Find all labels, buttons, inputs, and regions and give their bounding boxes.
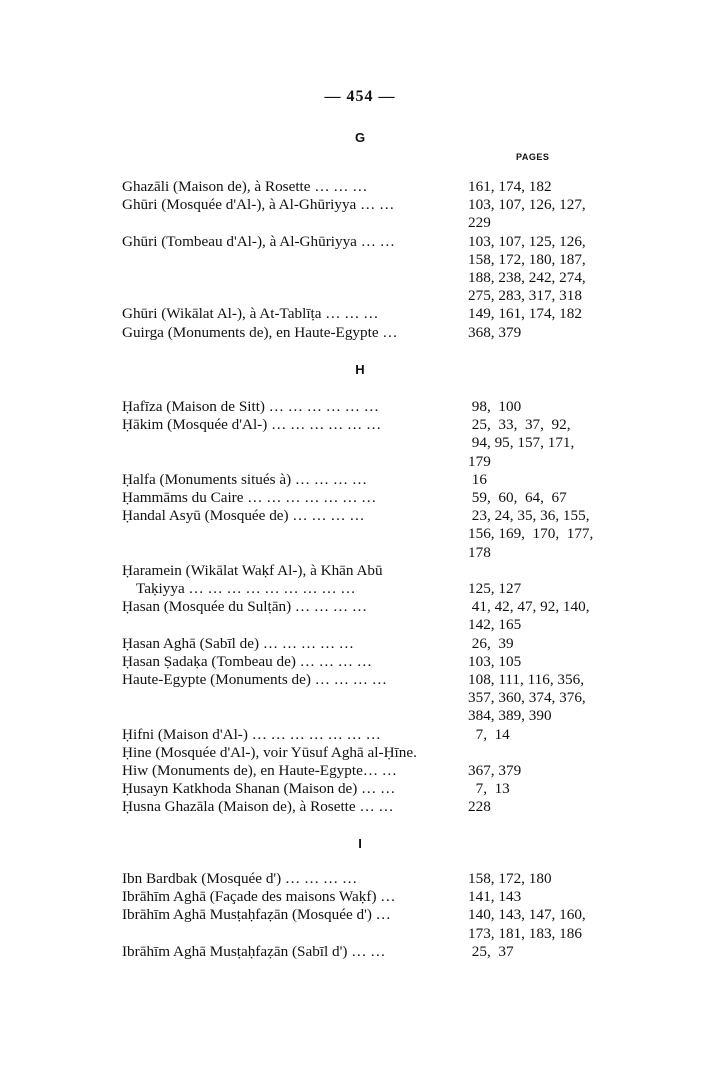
- index-entry-row: [122, 707, 612, 725]
- index-entry-text: Ḥusayn Katkhoda Shanan (Maison de) … …: [122, 780, 396, 798]
- index-entry-pages: 7, 13: [468, 780, 510, 798]
- index-entry-text: [122, 269, 468, 287]
- index-entry-row: [122, 324, 612, 342]
- index-entry-pages: 41, 42, 47, 92, 140,: [468, 598, 590, 616]
- index-entry-row: [122, 562, 612, 580]
- index-entry-text: Ibrāhīm Aghā Musṭaḥfaẓān (Mosquée d') …: [122, 906, 391, 924]
- index-entry-pages: 16: [468, 470, 487, 488]
- index-entry-pages: 188, 238, 242, 274,: [468, 269, 586, 287]
- index-entry-text: [122, 214, 468, 232]
- index-entry-row: [122, 453, 612, 471]
- index-entry-pages: 94, 95, 157, 171,: [468, 434, 575, 452]
- index-entry-pages: 156, 169, 170, 177,: [468, 525, 594, 543]
- index-entry-row: [122, 305, 612, 323]
- index-section-g: [122, 178, 612, 342]
- index-entry-pages: 125, 127: [468, 580, 522, 598]
- index-entry-pages: 158, 172, 180: [468, 870, 552, 887]
- index-entry-text: Ibrāhīm Aghā Musṭaḥfaẓān (Sabīl d') … …: [122, 942, 386, 960]
- index-entry-text: Ḥaramein (Wikālat Waḳf Al-), à Khān Abū: [122, 561, 383, 579]
- index-entry-text: [122, 525, 468, 543]
- index-entry-text: Ghūri (Tombeau d'Al-), à Al-Ghūriyya … …: [122, 232, 395, 250]
- index-entry-text: [122, 251, 468, 269]
- index-entry-row: [122, 434, 612, 452]
- index-entry-text: Ḥandal Asyū (Mosquée de) … … … …: [122, 507, 365, 525]
- index-entry-text: Ḥammāms du Caire … … … … … … …: [122, 489, 377, 507]
- index-entry-text: [122, 616, 468, 634]
- index-entry-row: [122, 196, 612, 214]
- index-entry-row: [122, 489, 612, 507]
- index-entry-row: [122, 943, 612, 961]
- index-entry-pages: 368, 379: [468, 323, 522, 341]
- index-entry-row: [122, 507, 612, 525]
- index-entry-row: [122, 398, 612, 416]
- index-entry-pages: 384, 389, 390: [468, 707, 552, 725]
- index-entry-pages: 25, 33, 37, 92,: [468, 416, 571, 434]
- index-entry-pages: 103, 107, 125, 126,: [468, 232, 586, 250]
- section-letter-i: I: [358, 836, 362, 851]
- index-entry-pages: 158, 172, 180, 187,: [468, 250, 586, 268]
- index-entry-pages: 357, 360, 374, 376,: [468, 689, 586, 707]
- index-entry-row: [122, 598, 612, 616]
- index-entry-text: [122, 544, 468, 562]
- index-entry-text: Ḥasan Ṣadaḳa (Tombeau de) … … … …: [122, 652, 372, 670]
- index-entry-text: Ghūri (Mosquée d'Al-), à Al-Ghūriyya … …: [122, 196, 395, 214]
- index-entry-text: Ḥalfa (Monuments situés à) … … … …: [122, 470, 368, 488]
- index-entry-pages: 103, 107, 126, 127,: [468, 196, 586, 214]
- index-entry-pages: 140, 143, 147, 160,: [468, 906, 586, 924]
- pages-column-header: PAGES: [516, 152, 550, 162]
- index-entry-text: [122, 689, 468, 707]
- index-entry-pages: 179: [468, 452, 491, 470]
- index-entry-pages: 25, 37: [468, 942, 514, 960]
- index-entry-row: [122, 416, 612, 434]
- index-entry-row: [122, 525, 612, 543]
- index-entry-text: Ghūri (Wikālat Al-), à At-Tablīṭa … … …: [122, 305, 379, 323]
- index-entry-row: [122, 616, 612, 634]
- index-section-i: [122, 870, 612, 961]
- index-entry-row: [122, 689, 612, 707]
- index-entry-row: [122, 287, 612, 305]
- index-entry-row: [122, 178, 612, 196]
- index-entry-row: [122, 870, 612, 888]
- index-entry-row: [122, 580, 612, 598]
- index-entry-row: [122, 671, 612, 689]
- index-entry-row: [122, 251, 612, 269]
- index-entry-pages: 142, 165: [468, 616, 522, 634]
- index-entry-pages: 228: [468, 798, 491, 816]
- index-entry-pages: 23, 24, 35, 36, 155,: [468, 507, 590, 525]
- index-entry-text: Ibrāhīm Aghā (Façade des maisons Waḳf) …: [122, 888, 396, 906]
- page-number: — 454 —: [324, 88, 396, 105]
- index-entry-pages: 7, 14: [468, 725, 510, 743]
- index-entry-text: [122, 287, 468, 305]
- index-entry-pages: 367, 379: [468, 762, 522, 780]
- index-entry-row: [122, 762, 612, 780]
- index-entry-pages: 161, 174, 182: [468, 178, 552, 195]
- index-entry-pages: 108, 111, 116, 356,: [468, 671, 585, 689]
- index-entry-row: [122, 544, 612, 562]
- index-entry-text: [122, 925, 468, 943]
- index-entry-text: Haute-Egypte (Monuments de) … … … …: [122, 671, 387, 689]
- index-entry-text: Ḥākim (Mosquée d'Al-) … … … … … …: [122, 416, 382, 434]
- index-entry-row: [122, 906, 612, 924]
- index-entry-row: [122, 214, 612, 232]
- section-letter-g: G: [354, 130, 366, 145]
- index-entry-text: [122, 453, 468, 471]
- index-entry-text: Ḥasan (Mosquée du Sulṭān) … … … …: [122, 598, 368, 616]
- index-entry-row: [122, 653, 612, 671]
- index-entry-text: Ḥasan Aghā (Sabīl de) … … … … …: [122, 634, 354, 652]
- index-entry-row: [122, 798, 612, 816]
- index-entry-row: [122, 726, 612, 744]
- index-entry-row: [122, 471, 612, 489]
- index-entry-text: Ghazāli (Maison de), à Rosette … … …: [122, 178, 368, 195]
- index-entry-pages: 103, 105: [468, 652, 522, 670]
- index-entry-text: Ḥifni (Maison d'Al-) … … … … … … …: [122, 725, 381, 743]
- index-entry-row: [122, 780, 612, 798]
- index-entry-pages: 229: [468, 214, 491, 232]
- index-entry-row: [122, 269, 612, 287]
- index-entry-text: Guirga (Monuments de), en Haute-Egypte …: [122, 323, 398, 341]
- index-entry-text: Ḥafīza (Maison de Sitt) … … … … … …: [122, 398, 379, 415]
- index-entry-pages: 141, 143: [468, 888, 522, 906]
- index-entry-pages: 149, 161, 174, 182: [468, 305, 582, 323]
- index-entry-row: [122, 925, 612, 943]
- section-letter-h: H: [355, 362, 365, 377]
- index-entry-pages: 98, 100: [468, 398, 522, 415]
- index-entry-text: [122, 434, 468, 452]
- index-entry-pages: 59, 60, 64, 67: [468, 489, 567, 507]
- index-entry-row: [122, 635, 612, 653]
- index-entry-pages: 178: [468, 543, 491, 561]
- index-entry-pages: 275, 283, 317, 318: [468, 287, 582, 305]
- index-entry-text: [122, 707, 468, 725]
- index-entry-text: Ḥine (Mosquée d'Al-), voir Yūsuf Aghā al-Ḥīne.: [122, 743, 417, 761]
- index-entry-pages: 26, 39: [468, 634, 514, 652]
- index-section-h: [122, 398, 612, 817]
- index-entry-pages: 173, 181, 183, 186: [468, 924, 582, 942]
- index-entry-text: Ibn Bardbak (Mosquée d') … … … …: [122, 870, 358, 887]
- index-entry-text: Ḥusna Ghazāla (Maison de), à Rosette … …: [122, 798, 394, 816]
- index-entry-row: [122, 888, 612, 906]
- index-entry-row: [122, 233, 612, 251]
- index-entry-row: [122, 744, 612, 762]
- index-entry-text: Hiw (Monuments de), en Haute-Egypte… …: [122, 762, 397, 780]
- index-entry-text: Taḳiyya … … … … … … … … …: [136, 580, 356, 598]
